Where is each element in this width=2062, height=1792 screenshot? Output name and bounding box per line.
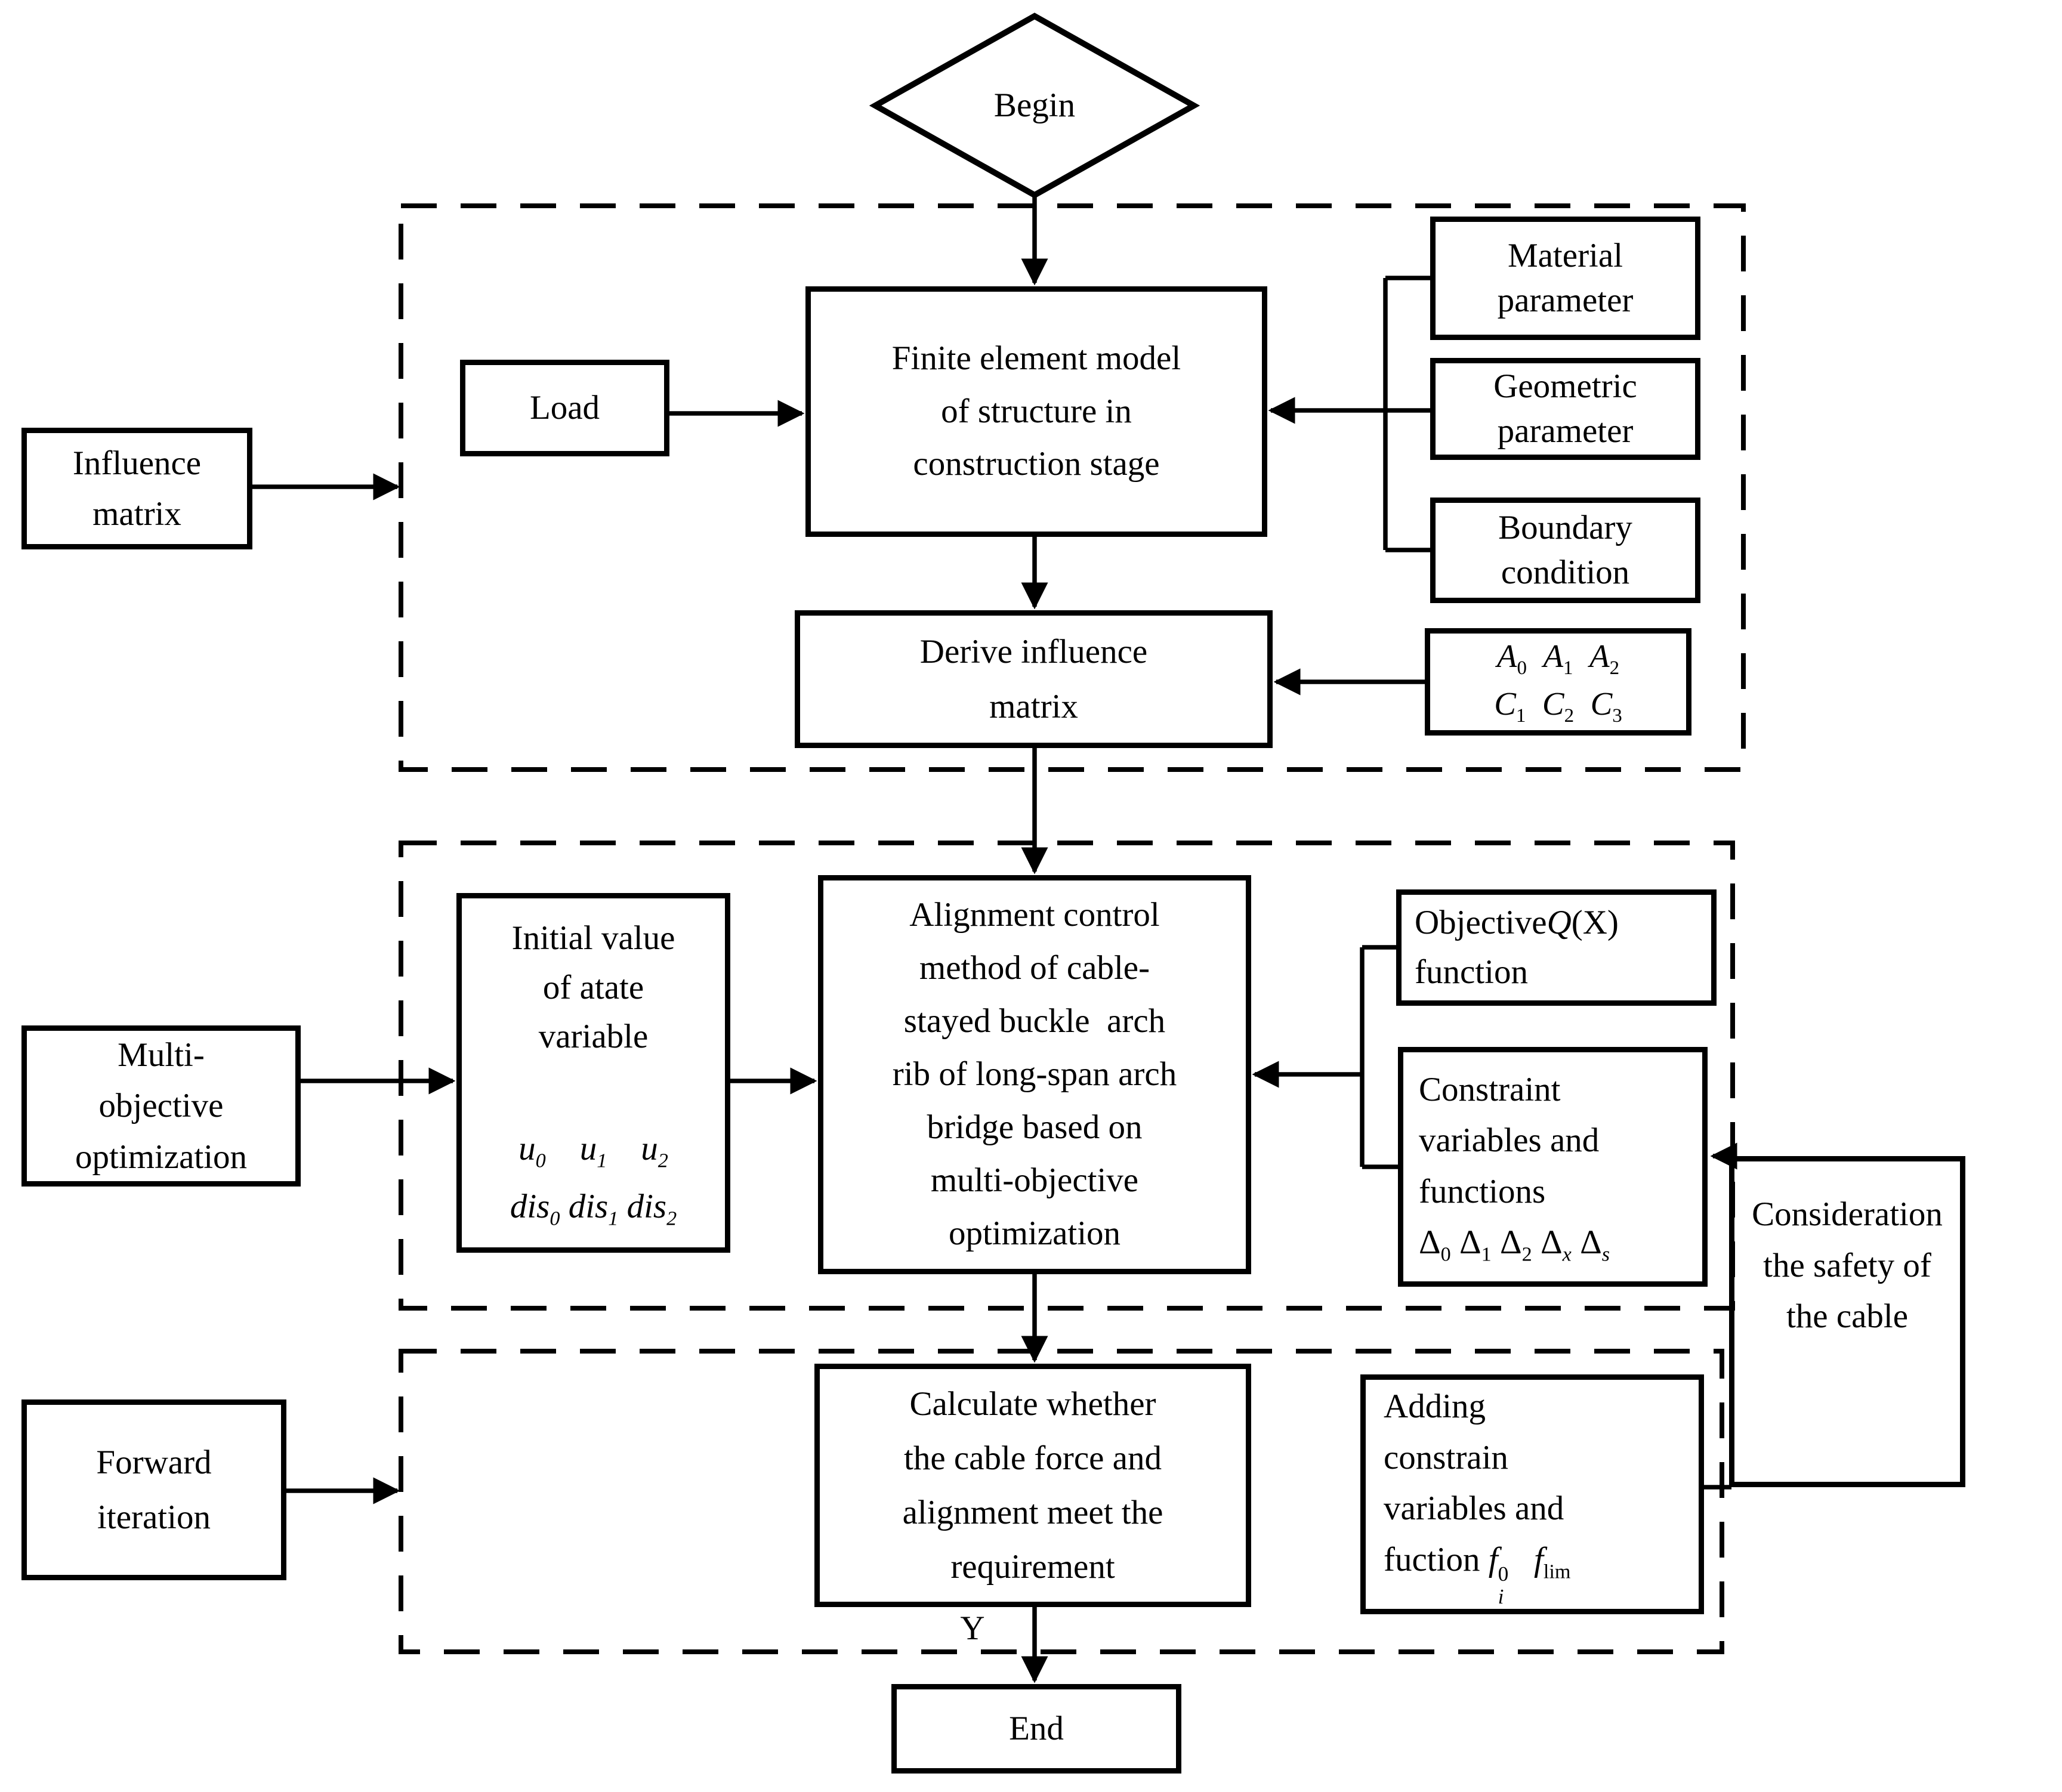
boundary-condition-box [1430,498,1700,603]
geometric-parameter-label: Geometric parameter [1493,367,1637,450]
begin-terminal [875,79,1194,132]
geometric-parameter-box [1430,358,1700,460]
derive-influence-matrix-box [795,610,1273,748]
boundary-condition-label: Boundary condition [1498,509,1632,591]
end-terminal [891,1684,1181,1774]
initial-value-title: Initial value of atate variable [511,919,675,1056]
calculate-check-box [814,1364,1251,1607]
state-variables: $u_0$ $u_1$ $u_2$ dis$_0$ dis$_1$ dis$_2$ [510,1129,677,1230]
initial-value-box [456,893,730,1253]
constraint-variables-box [1398,1047,1708,1287]
load-label: Load [529,389,600,427]
model-matrices-label: $A_0$ $A_1$ $A_2$ $C_1$ $C_2$ $C_3$ [1494,638,1622,727]
forward-iteration-box [21,1399,286,1580]
adding-constraints-label: Adding constrain variables and fuction f 0 i $f_{lim}$ [1384,1388,1571,1608]
calculate-check-label: Calculate whether the cable force and alignment meet the requirement [902,1385,1163,1586]
branch-yes-label [931,1603,1014,1654]
load-box [460,360,669,456]
objective-function-box [1396,889,1717,1006]
fem-model-box [805,286,1267,537]
material-parameter-label: Material parameter [1497,237,1634,319]
material-parameter-box [1430,217,1700,340]
end-label: End [1009,1710,1064,1748]
multi-objective-box [21,1025,301,1187]
fem-model-label: Finite element model of structure in construction stage [891,339,1181,483]
derive-influence-matrix-label: Derive influence matrix [919,633,1148,725]
consideration-safety-box [1729,1156,1965,1487]
branch-yes-text: Y [960,1609,985,1648]
consideration-safety-label: Consideration the safety of the cable [1752,1195,1943,1335]
adding-constraints-box [1360,1374,1704,1614]
influence-matrix-label: Influence matrix [72,444,202,533]
alignment-method-box [818,875,1251,1274]
begin-label: Begin [993,86,1076,125]
influence-matrix-box [21,428,252,549]
alignment-method-label: Alignment control method of cable- stayed buckle arch rib of long-span arch bridge based on multi-objective optimization [892,896,1177,1252]
model-matrices-box [1425,628,1691,736]
objective-function-label: ObjectiveQ(X) function [1415,903,1619,991]
constraint-variables-label: Constraint variables and functions $\Delta_0$ $\Delta_1$ $\Delta_2$ $\Delta_x$ $\Delta_s$ [1419,1070,1610,1266]
forward-iteration-label: Forward iteration [96,1444,212,1536]
multi-objective-label: Multi- objective optimization [75,1036,248,1176]
